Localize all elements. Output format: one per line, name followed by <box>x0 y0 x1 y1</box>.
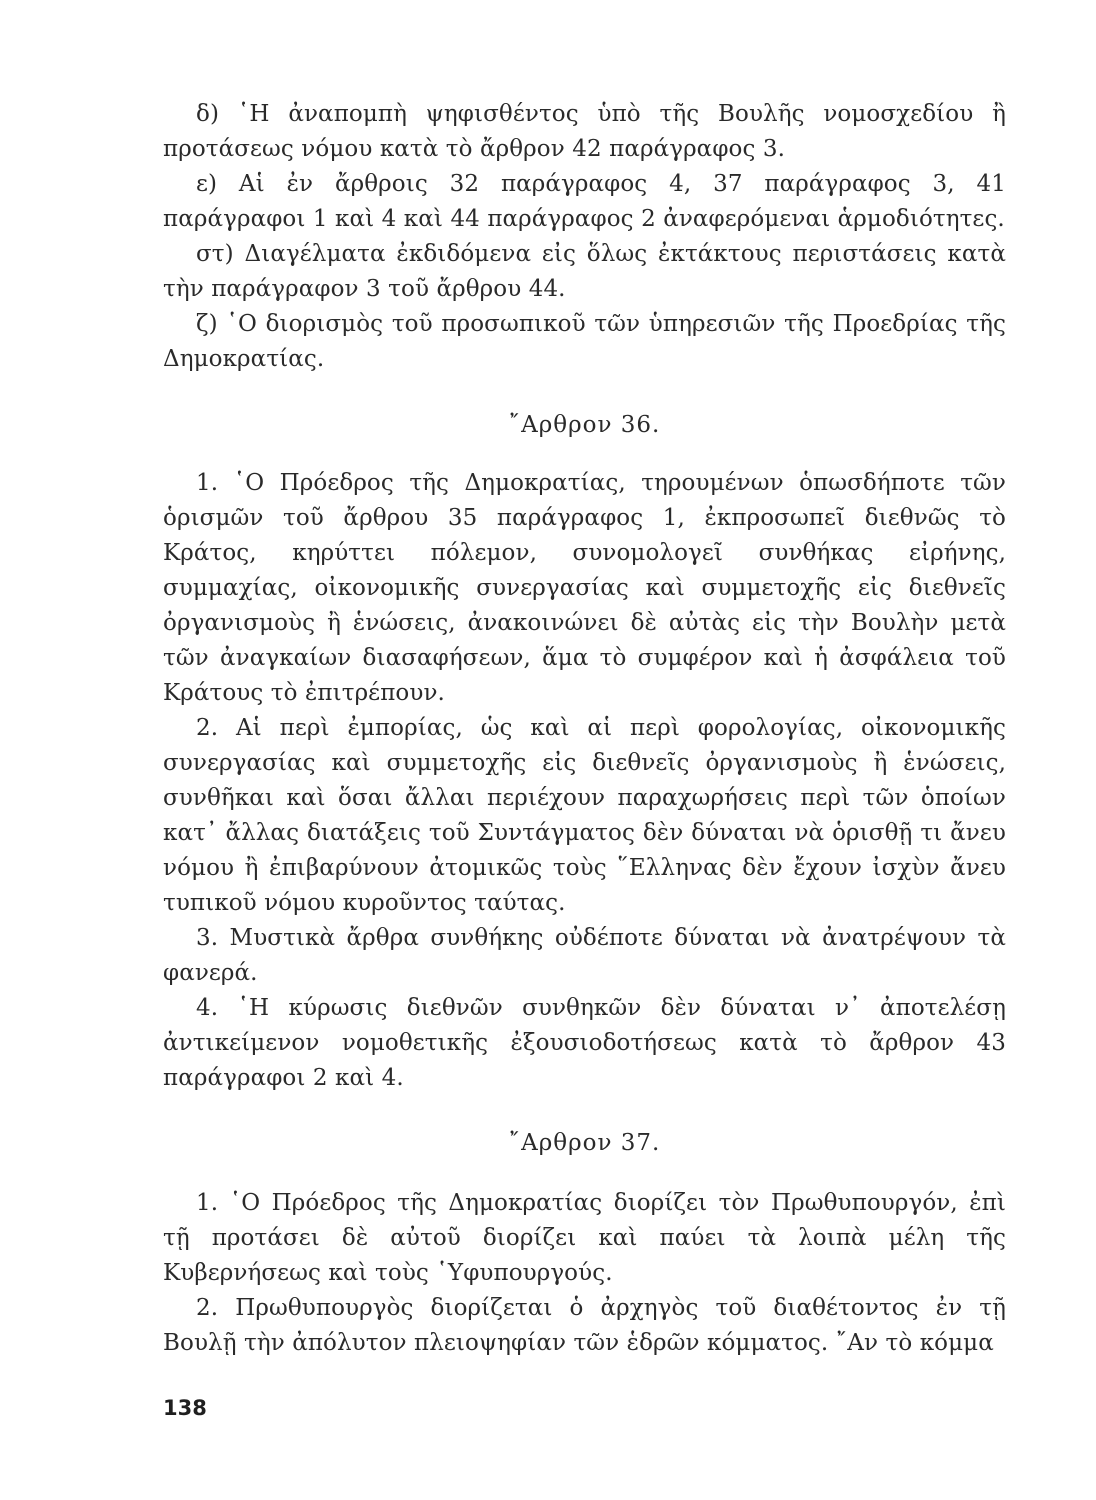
paragraph-stigma-tau: στ) Διαγέλματα ἐκδιδόμενα εἰς ὅλως ἐκτάκτους περιστάσεις κατὰ τὴν παράγραφον 3 τοῦ ἄρθρου 44. <box>163 241 1006 302</box>
section-a-text <box>163 97 1006 377</box>
article-37-paragraph-1: 1. ῾Ο Πρόεδρος τῆς Δημοκρατίας διορίζει τὸν Πρωθυπουργόν, ἐπὶ τῇ προτάσει δὲ αὐτοῦ διορίζει καὶ παύει τὰ λοιπὰ μέλη τῆς Κυβερνήσεως καὶ τοὺς ῾Υφυπουργούς. <box>163 1190 1006 1286</box>
page-number: 138 <box>163 1396 207 1420</box>
article-36-heading: ῎Αρθρον 36. <box>508 412 661 438</box>
paragraph-delta: δ) ῾Η ἀναπομπὴ ψηφισθέντος ὑπὸ τῆς Βουλῆς νομοσχεδίου ἢ προτάσεως νόμου κατὰ τὸ ἄρθρον 42 παράγραφος 3. <box>163 101 1006 162</box>
paragraph-zeta: ζ) ῾Ο διορισμὸς τοῦ προσωπικοῦ τῶν ὑπηρεσιῶν τῆς Προεδρίας τῆς Δημοκρατίας. <box>163 311 1006 372</box>
article-37-paragraph-2: 2. Πρωθυπουργὸς διορίζεται ὁ ἀρχηγὸς τοῦ διαθέτοντος ἐν τῇ Βουλῇ τὴν ἀπόλυτον πλειοψηφίαν τῶν ἑδρῶν κόμματος. ῎Αν τὸ κόμμα <box>163 1295 1006 1356</box>
paragraph-epsilon: ε) Αἱ ἐν ἄρθροις 32 παράγραφος 4, 37 παράγραφος 3, 41 παράγραφοι 1 καὶ 4 καὶ 44 παράγραφος 2 ἀναφερόμεναι ἁρμοδιότητες. <box>163 171 1006 232</box>
article-36-paragraph-4: 4. ῾Η κύρωσις διεθνῶν συνθηκῶν δὲν δύναται ν᾽ ἀποτελέσῃ ἀντικείμενον νομοθετικῆς ἐξουσιοδοτήσεως κατὰ τὸ ἄρθρον 43 παράγραφοι 2 καὶ 4. <box>163 995 1006 1091</box>
article-36-paragraph-3: 3. Μυστικὰ ἄρθρα συνθήκης οὐδέποτε δύναται νὰ ἀνατρέψουν τὰ φανερά. <box>163 925 1006 986</box>
article-36-paragraph-1: 1. ῾Ο Πρόεδρος τῆς Δημοκρατίας, τηρουμένων ὁπωσδήποτε τῶν ὁρισμῶν τοῦ ἄρθρου 35 παράγραφος 1, ἐκπροσωπεῖ διεθνῶς τὸ Κράτος, κηρύττει πόλεμον, συνομολογεῖ συνθήκας εἰρήνης, συμμαχίας, οἰκονομικῆς συνεργασίας καὶ συμμετοχῆς εἰς διεθνεῖς ὀργανισμοὺς ἢ ἑνώσεις, ἀνακοινώνει δὲ αὐτὰς εἰς τὴν Βουλὴν μετὰ τῶν ἀναγκαίων διασαφήσεων, ἅμα τὸ συμφέρον καὶ ἡ ἀσφάλεια τοῦ Κράτους τὸ ἐπιτρέπουν. <box>163 470 1006 706</box>
article-37-body <box>163 1186 1006 1361</box>
article-36-body <box>163 466 1006 1096</box>
article-37-heading: ῎Αρθρον 37. <box>508 1130 661 1156</box>
article-36-paragraph-2: 2. Αἱ περὶ ἐμπορίας, ὡς καὶ αἱ περὶ φορολογίας, οἰκονομικῆς συνεργασίας καὶ συμμετοχῆς εἰς διεθνεῖς ὀργανισμοὺς ἢ ἑνώσεις, συνθῆκαι καὶ ὅσαι ἄλλαι περιέχουν παραχωρήσεις περὶ τῶν ὁποίων κατ᾽ ἄλλας διατάξεις τοῦ Συντάγματος δὲν δύναται νὰ ὁρισθῇ τι ἄνευ νόμου ἢ ἐπιβαρύνουν ἀτομικῶς τοὺς ῞Ελληνας δὲν ἔχουν ἰσχὺν ἄνευ τυπικοῦ νόμου κυροῦντος ταύτας. <box>163 715 1006 916</box>
